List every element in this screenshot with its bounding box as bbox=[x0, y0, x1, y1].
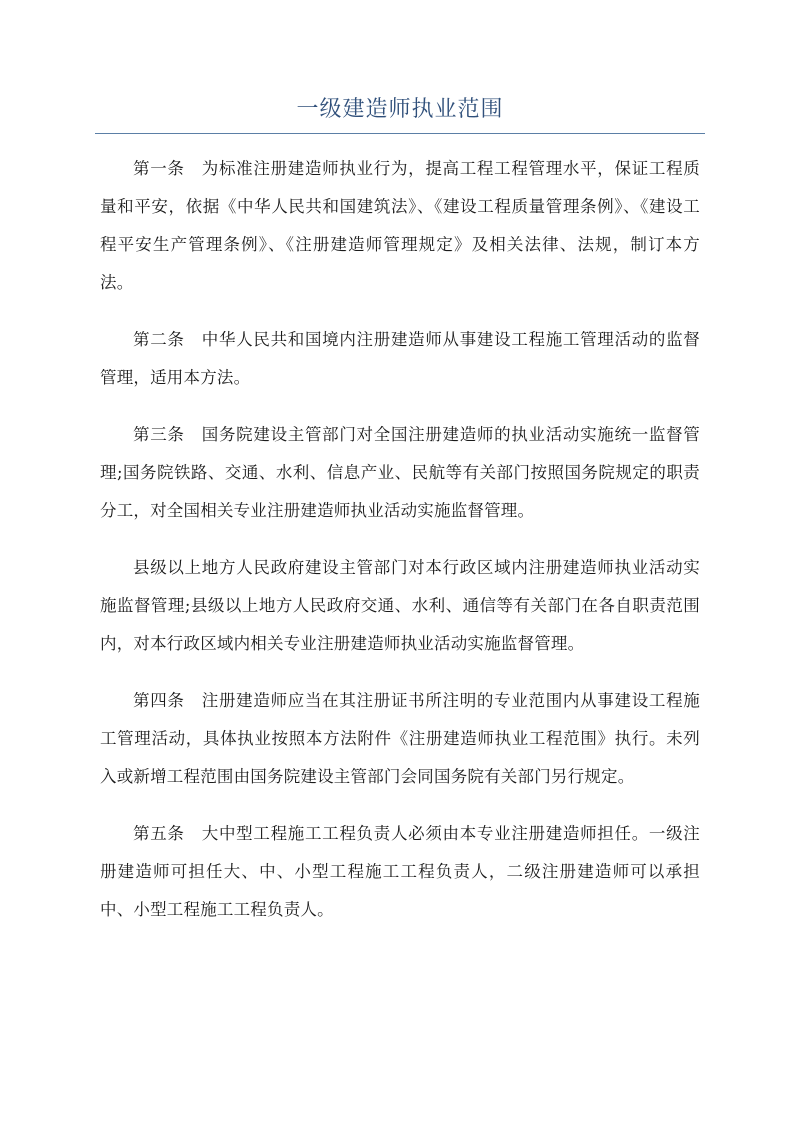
paragraph-article-4: 第四条 注册建造师应当在其注册证书所注明的专业范围内从事建设工程施工管理活动，具体执业按照本方法附件《注册建造师执业工程范围》执行。未列入或新增工程范围由国务院建设主管部门会同国务院有关部门另行规定。 bbox=[100, 691, 700, 786]
document-title: 一级建造师执业范围 bbox=[296, 97, 504, 122]
paragraph-article-2: 第二条 中华人民共和国境内注册建造师从事建设工程施工管理活动的监督管理，适用本方法。 bbox=[100, 330, 700, 387]
title-underline bbox=[95, 133, 705, 134]
document-body bbox=[100, 150, 700, 948]
paragraph-article-3-continued: 县级以上地方人民政府建设主管部门对本行政区域内注册建造师执业活动实施监督管理;县级以上地方人民政府交通、水利、通信等有关部门在各自职责范围内，对本行政区域内相关专业注册建造师执业活动实施监督管理。 bbox=[100, 558, 700, 653]
paragraph-article-3: 第三条 国务院建设主管部门对全国注册建造师的执业活动实施统一监督管理;国务院铁路、交通、水利、信息产业、民航等有关部门按照国务院规定的职责分工，对全国相关专业注册建造师执业活动实施监督管理。 bbox=[100, 425, 700, 520]
paragraph-article-1: 第一条 为标准注册建造师执业行为，提高工程工程管理水平，保证工程质量和平安，依据《中华人民共和国建筑法》、《建设工程质量管理条例》、《建设工程平安生产管理条例》、《注册建造师管理规定》及相关法律、法规，制订本方法。 bbox=[100, 159, 700, 292]
paragraph-article-5: 第五条 大中型工程施工工程负责人必须由本专业注册建造师担任。一级注册建造师可担任大、中、小型工程施工工程负责人，二级注册建造师可以承担中、小型工程施工工程负责人。 bbox=[100, 824, 700, 919]
